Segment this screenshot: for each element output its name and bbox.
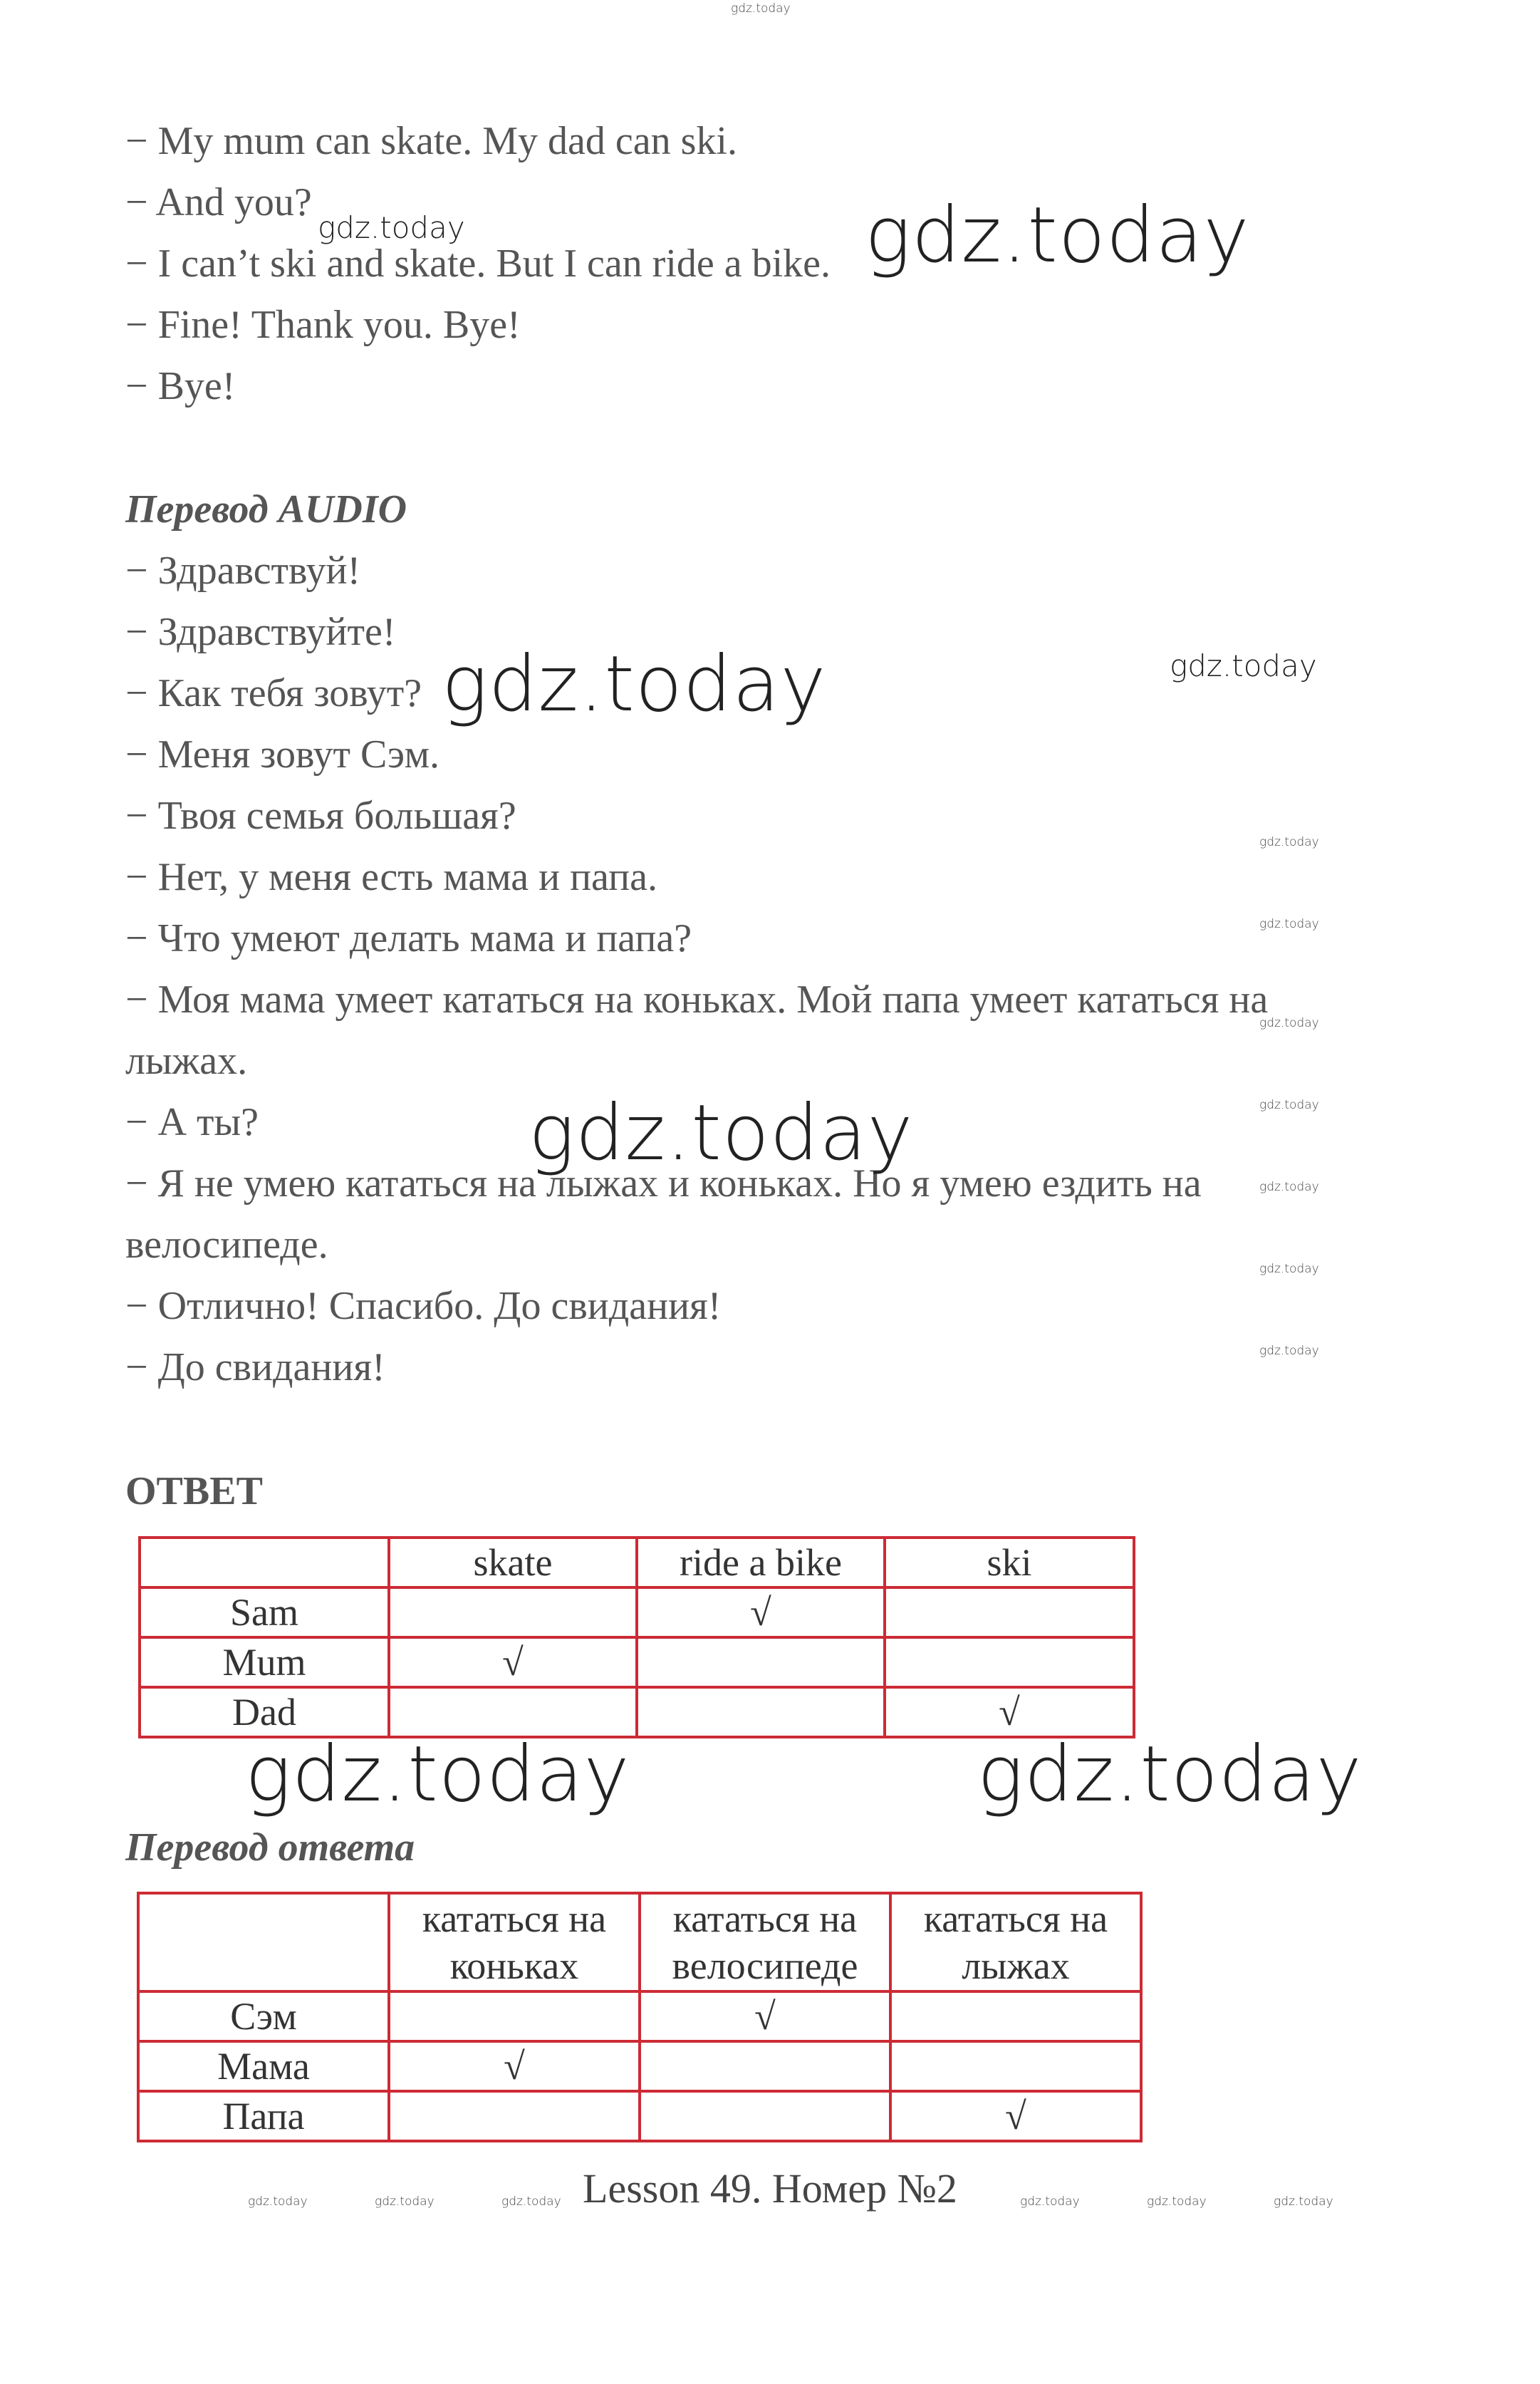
watermark: gdz.today bbox=[375, 2194, 435, 2209]
dialogue-line: − Здравствуйте! bbox=[125, 610, 396, 654]
watermark: gdz.today bbox=[501, 2194, 561, 2209]
dialogue-line: − Отлично! Спасибо. До свидания! bbox=[125, 1284, 722, 1328]
watermark: gdz.today bbox=[1274, 2194, 1333, 2209]
answer-heading: ОТВЕТ bbox=[125, 1469, 263, 1513]
dialogue-line: − Твоя семья большая? bbox=[125, 794, 516, 838]
table-cell bbox=[389, 2091, 640, 2141]
table-cell bbox=[637, 1637, 885, 1687]
watermark: gdz.today bbox=[248, 2194, 308, 2209]
watermark: gdz.today bbox=[245, 1730, 630, 1819]
table-row-label: Sam bbox=[140, 1587, 389, 1637]
table-header-row bbox=[140, 1538, 1134, 1587]
dialogue-line: − And you? bbox=[125, 180, 312, 224]
table-row-label: Mum bbox=[140, 1637, 389, 1687]
dialogue-line: − Моя мама умеет кататься на коньках. Мой папа умеет кататься на bbox=[125, 978, 1269, 1022]
table-cell bbox=[890, 2041, 1141, 2091]
header-watermark: gdz.today bbox=[731, 1, 791, 16]
table-header-cell bbox=[140, 1538, 389, 1587]
table-row bbox=[138, 2041, 1141, 2091]
watermark: gdz.today bbox=[865, 191, 1250, 280]
dialogue-line: − Как тебя зовут? bbox=[125, 671, 422, 715]
table-cell bbox=[389, 1587, 637, 1637]
dialogue-line: − I can’t ski and skate. But I can ride a bike. bbox=[125, 242, 831, 286]
table-row bbox=[138, 2091, 1141, 2141]
table-header-cell: ski bbox=[885, 1538, 1134, 1587]
dialogue-line: велосипеде. bbox=[125, 1223, 328, 1267]
table-cell bbox=[640, 2091, 890, 2141]
table-header-cell: кататься на лыжах bbox=[890, 1893, 1141, 1991]
watermark: gdz.today bbox=[318, 210, 465, 245]
dialogue-line: − My mum can skate. My dad can ski. bbox=[125, 119, 737, 163]
table-row-label: Папа bbox=[138, 2091, 389, 2141]
table-cell: √ bbox=[640, 1991, 890, 2041]
translation-heading: Перевод AUDIO bbox=[125, 487, 407, 532]
watermark: gdz.today bbox=[1259, 1180, 1319, 1194]
table-row bbox=[138, 1991, 1141, 2041]
dialogue-line: − Меня зовут Сэм. bbox=[125, 732, 440, 777]
answer-translation-heading: Перевод ответа bbox=[125, 1825, 415, 1870]
table-row bbox=[140, 1637, 1134, 1687]
table-row-label: Сэм bbox=[138, 1991, 389, 2041]
watermark: gdz.today bbox=[1259, 1016, 1319, 1030]
watermark: gdz.today bbox=[1259, 1098, 1319, 1112]
table-row-label: Dad bbox=[140, 1687, 389, 1737]
watermark: gdz.today bbox=[1147, 2194, 1207, 2209]
table-cell bbox=[389, 1991, 640, 2041]
table-cell: √ bbox=[389, 1637, 637, 1687]
table-header-cell bbox=[138, 1893, 389, 1991]
table-header-cell: кататься на велосипеде bbox=[640, 1893, 890, 1991]
table-cell: √ bbox=[885, 1687, 1134, 1737]
watermark: gdz.today bbox=[1259, 917, 1319, 931]
dialogue-line: − До свидания! bbox=[125, 1345, 385, 1389]
dialogue-line: − Fine! Thank you. Bye! bbox=[125, 303, 521, 347]
table-cell bbox=[885, 1637, 1134, 1687]
table-cell bbox=[640, 2041, 890, 2091]
watermark: gdz.today bbox=[529, 1089, 914, 1178]
dialogue-line: − Что умеют делать мама и папа? bbox=[125, 916, 692, 960]
dialogue-line: − А ты? bbox=[125, 1100, 259, 1144]
table-cell bbox=[637, 1687, 885, 1737]
watermark: gdz.today bbox=[1259, 1344, 1319, 1358]
table-cell: √ bbox=[389, 2041, 640, 2091]
dialogue-line: − Здравствуй! bbox=[125, 549, 361, 593]
table-header-cell: ride a bike bbox=[637, 1538, 885, 1587]
answer-table bbox=[138, 1536, 1135, 1738]
table-cell: √ bbox=[890, 2091, 1141, 2141]
table-header-cell: skate bbox=[389, 1538, 637, 1587]
table-cell: √ bbox=[637, 1587, 885, 1637]
page-footer: Lesson 49. Номер №2 bbox=[583, 2165, 957, 2212]
dialogue-line: − Нет, у меня есть мама и папа. bbox=[125, 855, 657, 899]
watermark: gdz.today bbox=[1259, 1262, 1319, 1276]
dialogue-line: лыжах. bbox=[125, 1039, 248, 1083]
translation-table bbox=[137, 1892, 1143, 2142]
watermark: gdz.today bbox=[442, 640, 827, 729]
table-row-label: Мама bbox=[138, 2041, 389, 2091]
table-cell bbox=[890, 1991, 1141, 2041]
table-row bbox=[140, 1587, 1134, 1637]
watermark: gdz.today bbox=[1170, 648, 1317, 683]
table-cell bbox=[885, 1587, 1134, 1637]
table-header-row bbox=[138, 1893, 1141, 1991]
watermark: gdz.today bbox=[977, 1730, 1363, 1819]
watermark: gdz.today bbox=[1020, 2194, 1080, 2209]
watermark: gdz.today bbox=[1259, 835, 1319, 849]
table-header-cell: кататься на коньках bbox=[389, 1893, 640, 1991]
dialogue-line: − Я не умею кататься на лыжах и коньках. Но я умею ездить на bbox=[125, 1161, 1202, 1206]
dialogue-line: − Bye! bbox=[125, 364, 236, 408]
